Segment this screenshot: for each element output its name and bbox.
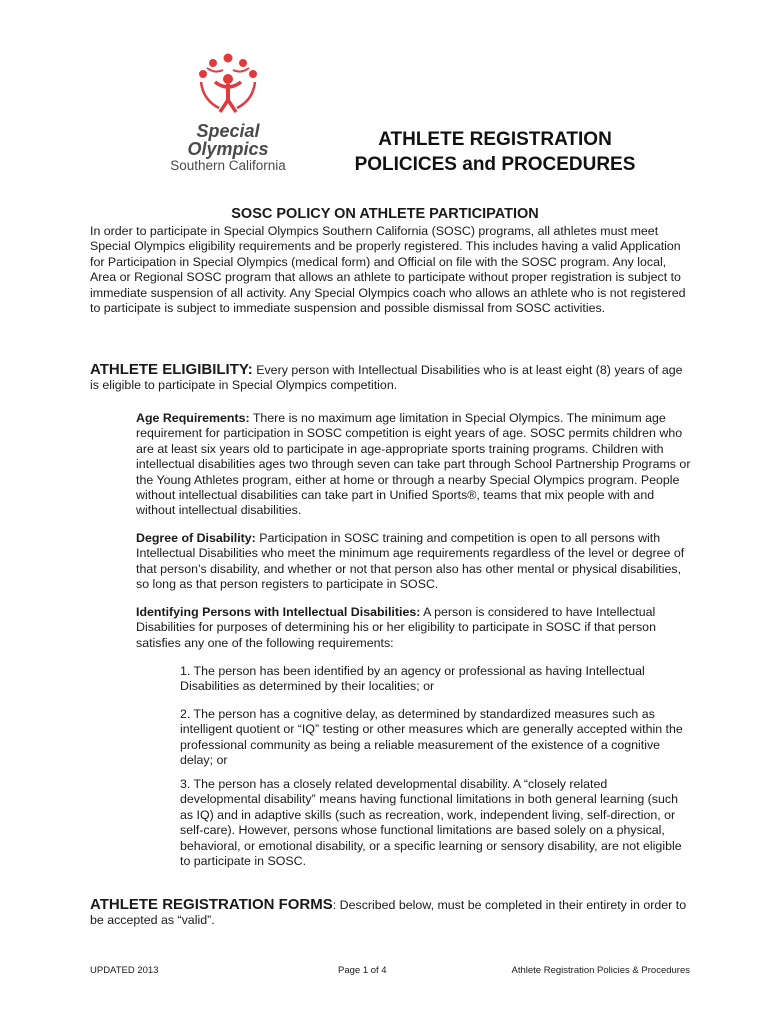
footer-document-name: Athlete Registration Policies & Procedures: [511, 965, 690, 976]
identifying-persons-label: Identifying Persons with Intellectual Disabilities:: [136, 605, 421, 619]
logo-line-olympics: Olympics: [187, 139, 269, 159]
identifying-persons-paragraph: [136, 605, 691, 651]
degree-of-disability-text: Participation in SOSC training and competition is open to all persons with Intellectual Disabilities who meet the minimum age requirements regardless of the level or degree of that person’s disability, and whether or not that person also has other mental or physical disabilities, so long as that person registers to participate in SOSC.: [136, 531, 685, 592]
registration-forms-heading: ATHLETE REGISTRATION FORMS: [90, 896, 333, 913]
title-line-2: POLICICES and PROCEDURES: [354, 154, 636, 175]
age-requirements-text: There is no maximum age limitation in Special Olympics. The minimum age requirement for participation in SOSC competition is eight years of age. SOSC permits children who are at least six years old to participate in age-appropriate sports training programs. Children with intellectual disabilities ages two through seven can take part through School Partnership Programs or the Young Athletes program, either at home or through a nearby Special Olympics program. People without intellectual disabilities can take part in Unified Sports®, teams that mix people with and without intellectual disabilities.: [136, 411, 691, 518]
special-olympics-emblem-icon: [193, 52, 263, 114]
special-olympics-logo: [158, 52, 298, 177]
requirement-item-1: 1. The person has been identified by an agency or professional as having Intellectual Disabilities as determined by their localities; or: [180, 664, 645, 694]
identifying-persons-text: A person is considered to have Intellectual Disabilities for purposes of determining his or her eligibility to participate in SOSC if that person satisfies any one of the following requirements:: [136, 605, 656, 650]
requirement-item-2: 2. The person has a cognitive delay, as determined by standardized measures such as intelligent quotient or “IQ” testing or other measures which are generally accepted within the professional community as being a reliable measurement of the existence of a cognitive delay; or: [180, 707, 683, 768]
degree-of-disability-label: Degree of Disability:: [136, 531, 256, 545]
policy-body: In order to participate in Special Olympics Southern California (SOSC) programs, all athletes must meet Special Olympics eligibility requirements and be properly registered. This includes having a valid Application for Participation in Special Olympics (medical form) and Official on file with the SOSC program. Any local, Area or Regional SOSC program that allows an athlete to participate without proper registration is subject to immediate suspension of all activity. Any Special Olympics coach who allows an athlete who is not registered to participate is subject to immediate suspension and possible dismissal from SOSC activities.: [90, 224, 686, 316]
registration-forms-body: : Described below, must be completed in their entirety in order to be accepted as “valid”.: [90, 898, 687, 928]
registration-forms-section: [90, 897, 690, 929]
footer-page-number: Page 1 of 4: [338, 965, 387, 976]
policy-heading: SOSC POLICY ON ATHLETE PARTICIPATION: [231, 206, 539, 222]
age-requirements-paragraph: [136, 411, 691, 519]
degree-of-disability-paragraph: [136, 531, 691, 593]
logo-line-region: Southern California: [170, 158, 286, 173]
eligibility-section: [90, 362, 690, 394]
logo-line-special: Special: [196, 121, 260, 141]
age-requirements-label: Age Requirements:: [136, 411, 250, 425]
eligibility-body: Every person with Intellectual Disabilities who is at least eight (8) years of age is eligible to participate in Special Olympics competition.: [90, 363, 683, 393]
document-title: [340, 127, 650, 177]
requirement-item-3: 3. The person has a closely related developmental disability. A “closely related developmental disability” means having functional limitations in both general learning (such as IQ) and in adaptive skills (such as recreation, work, independent living, self-direction, or self-care). However, persons whose functional limitations are based solely on a physical, behavioral, or emotional disability, or a specific learning or sensory disability, are not eligible to participate in SOSC.: [180, 777, 682, 869]
footer-updated: UPDATED 2013: [90, 965, 159, 976]
title-line-1: ATHLETE REGISTRATION: [378, 129, 612, 150]
eligibility-heading: ATHLETE ELIGIBILITY:: [90, 361, 253, 378]
